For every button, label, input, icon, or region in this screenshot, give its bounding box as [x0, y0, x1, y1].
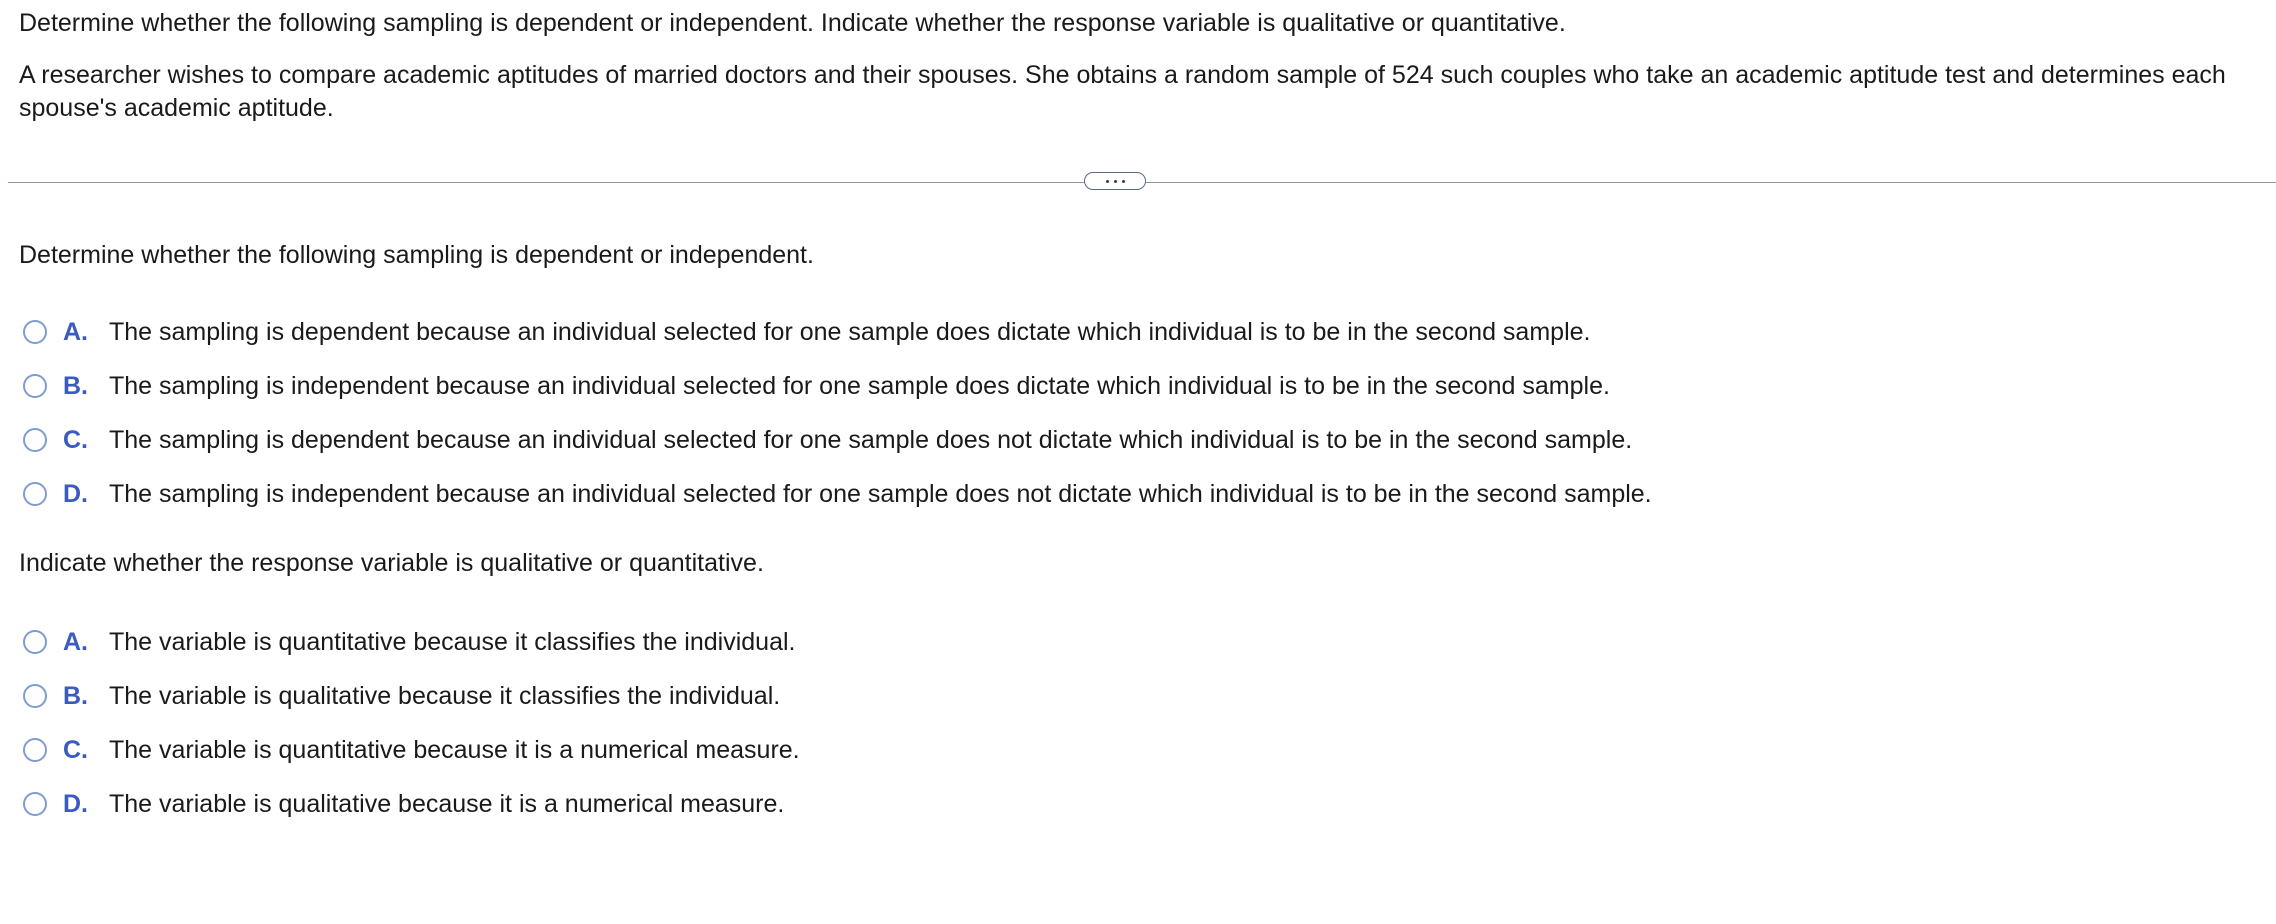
ellipsis-dot-icon — [1114, 180, 1117, 183]
choice-letter: B. — [63, 371, 88, 400]
part2-choice-b[interactable] — [23, 679, 780, 713]
choice-text: The variable is qualitative because it classifies the individual. — [109, 681, 781, 710]
choice-text: The sampling is independent because an individual selected for one sample does dictate which individual is to be in the second sample. — [109, 371, 1610, 400]
radio-button[interactable] — [23, 482, 47, 506]
radio-button[interactable] — [23, 374, 47, 398]
part2-prompt: Indicate whether the response variable is qualitative or quantitative. — [19, 549, 764, 577]
ellipsis-dot-icon — [1106, 180, 1109, 183]
part2-choice-a[interactable] — [23, 625, 796, 659]
part2-choice-c[interactable] — [23, 733, 800, 767]
choice-text: The sampling is independent because an individual selected for one sample does not dictate which individual is to be in the second sample. — [109, 479, 1652, 508]
radio-button[interactable] — [23, 630, 47, 654]
part1-choice-b[interactable] — [23, 369, 1610, 403]
part1-choice-c[interactable] — [23, 423, 1632, 457]
part2-choice-d[interactable] — [23, 787, 784, 821]
choice-letter: B. — [63, 681, 88, 710]
choice-text: The variable is quantitative because it is a numerical measure. — [109, 735, 800, 764]
part1-choice-d[interactable] — [23, 477, 1652, 511]
choice-letter: A. — [63, 317, 88, 346]
question-text: Determine whether the following sampling is dependent or independent. Indicate whether the response variable is qualitative or quantitative. — [19, 9, 1566, 37]
part1-choice-a[interactable] — [23, 315, 1590, 349]
choice-letter: A. — [63, 627, 88, 656]
radio-button[interactable] — [23, 792, 47, 816]
choice-text: The variable is quantitative because it classifies the individual. — [109, 627, 796, 656]
radio-button[interactable] — [23, 428, 47, 452]
part1-prompt: Determine whether the following sampling is dependent or independent. — [19, 241, 814, 269]
choice-text: The sampling is dependent because an individual selected for one sample does not dictate which individual is to be in the second sample. — [109, 425, 1633, 454]
more-options-button[interactable] — [1084, 172, 1146, 190]
choice-letter: C. — [63, 425, 88, 454]
choice-text: The sampling is dependent because an individual selected for one sample does dictate which individual is to be in the second sample. — [109, 317, 1591, 346]
choice-letter: D. — [63, 479, 88, 508]
ellipsis-dot-icon — [1122, 180, 1125, 183]
scenario-text: A researcher wishes to compare academic aptitudes of married doctors and their spouses. She obtains a random sample of 524 such couples who take an academic aptitude test and determines each spouse's academic aptitude. — [19, 61, 2226, 122]
choice-letter: C. — [63, 735, 88, 764]
radio-button[interactable] — [23, 684, 47, 708]
radio-button[interactable] — [23, 738, 47, 762]
choice-text: The variable is qualitative because it is a numerical measure. — [109, 789, 785, 818]
choice-letter: D. — [63, 789, 88, 818]
radio-button[interactable] — [23, 320, 47, 344]
